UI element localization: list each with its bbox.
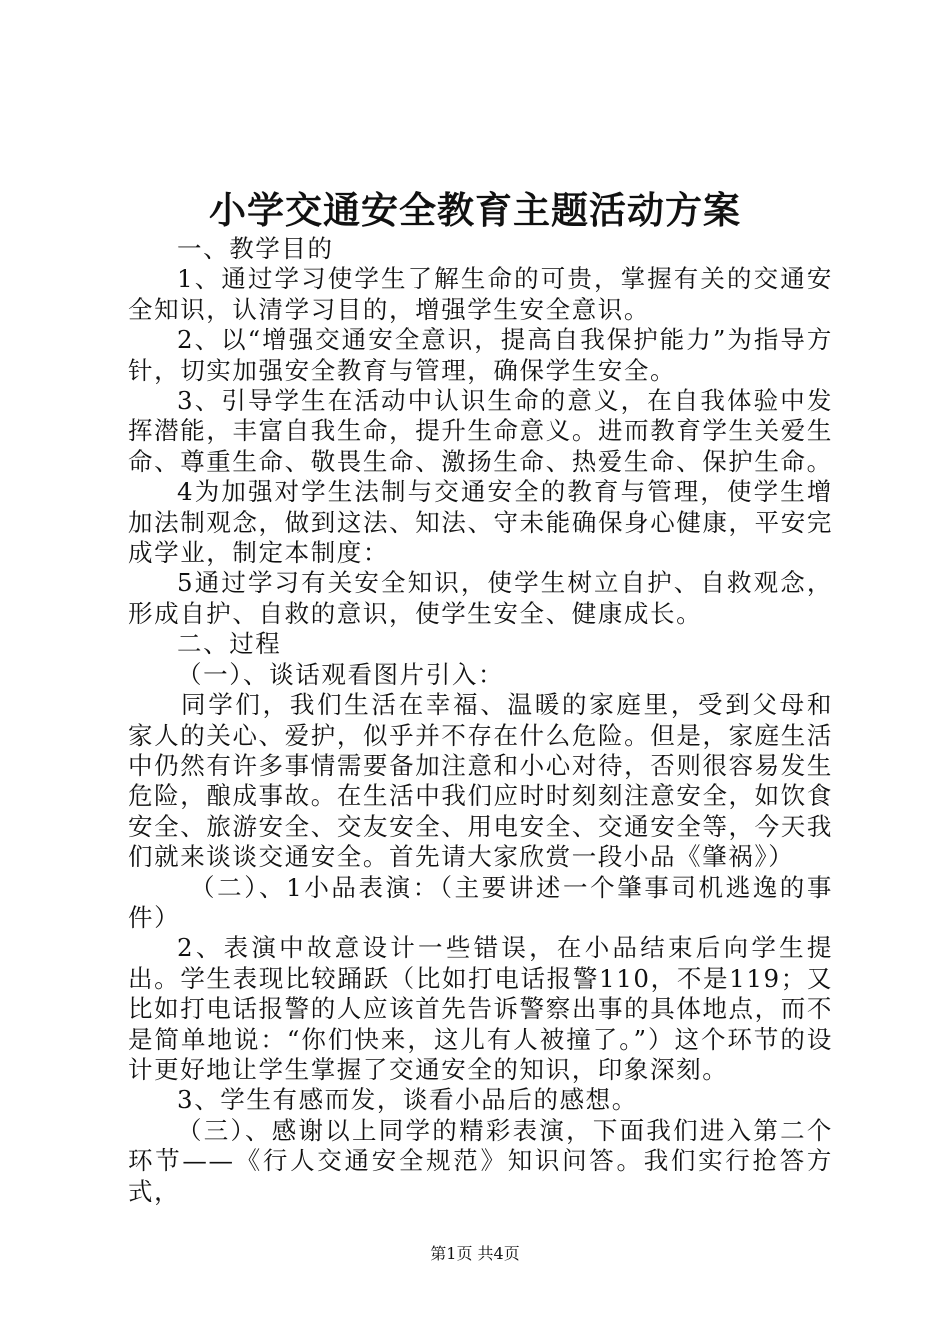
section-heading-objectives: 一、教学目的 [177,234,334,263]
paragraph-objective-1: 1、通过学习使学生了解生命的可贵，掌握有关的交通安全知识，认清学习目的，增强学生安全意识。 [128,264,833,324]
paragraph-objective-3: 3、引导学生在活动中认识生命的意义，在自我体验中发挥潜能，丰富自我生命，提升生命意义。进而教育学生关爱生命、尊重生命、敬畏生命、激扬生命、热爱生命、保护生命。 [128,386,833,476]
paragraph-objective-4: 4为加强对学生法制与交通安全的教育与管理，使学生增加法制观念，做到这法、知法、守未能确保身心健康，平安完成学业，制定本制度： [128,477,833,568]
section-heading-process: 二、过程 [177,629,282,659]
subheading-step-3: （三）、感谢以上同学的精彩表演，下面我们进入第二个环节——《行人交通安全规范》知识问答。我们实行抢答方式， [128,1115,833,1206]
paragraph-intro: 同学们，我们生活在幸福、温暖的家庭里，受到父母和家人的关心、爱护，似乎并不存在什么危险。但是，家庭生活中仍然有许多事情需要备加注意和小心对待，否则很容易发生危险，酿成事故。在生活中我们应时时刻刻注意安全，如饮食安全、旅游安全、交友安全、用电安全、交通安全等，今天我们就来谈谈交通安全。首先请大家欣赏一段小品《肇祸》） [128,690,833,872]
paragraph-reflection: 3、学生有感而发，谈看小品后的感想。 [177,1085,638,1115]
subheading-step-2: （二）、1小品表演：（主要讲述一个肇事司机逃逸的事件） [128,872,833,932]
page-footer: 第1页 共4页 [430,1244,520,1263]
paragraph-skit-errors: 2、表演中故意设计一些错误，在小品结束后向学生提出。学生表现比较踊跃（比如打电话报警110，不是119；又比如打电话报警的人应该首先告诉警察出事的具体地点，而不是简单地说：“你们快来，这儿有人被撞了。”）这个环节的设计更好地让学生掌握了交通安全的知识，印象深刻。 [128,933,833,1084]
paragraph-objective-2: 2、以“增强交通安全意识，提高自我保护能力”为指导方针，切实加强安全教育与管理，确保学生安全。 [128,325,833,385]
document-title: 小学交通安全教育主题活动方案 [209,188,741,232]
paragraph-objective-5: 5通过学习有关安全知识，使学生树立自护、自救观念，形成自护、自救的意识，使学生安全、健康成长。 [128,568,833,628]
subheading-step-1: （一）、谈话观看图片引入： [177,659,505,689]
document-body [128,234,833,1207]
